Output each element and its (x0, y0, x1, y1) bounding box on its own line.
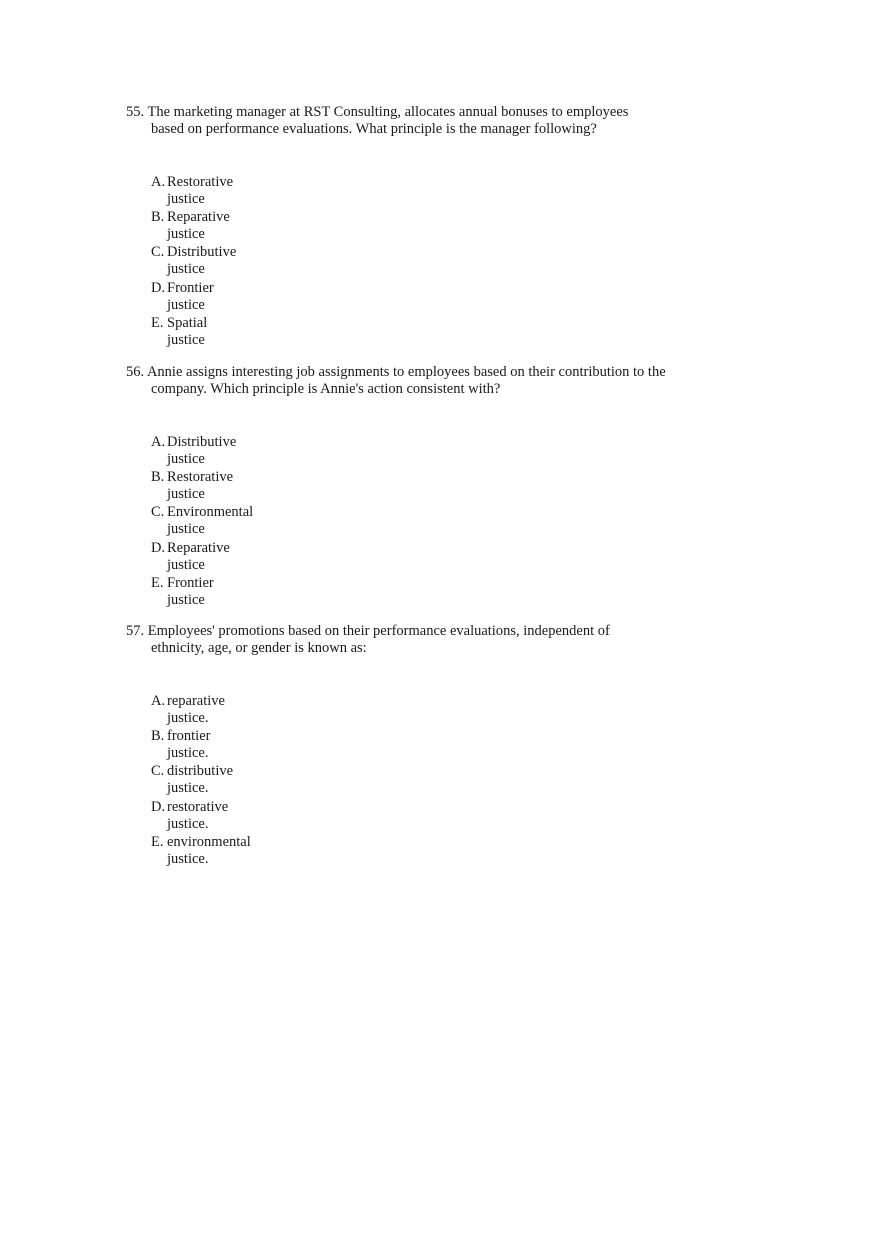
choice-letter: A. (151, 693, 166, 709)
choice-text: environmental justice. (167, 833, 251, 867)
answer-choice-d[interactable] (151, 280, 691, 315)
choice-text: distributive justice. (167, 763, 234, 797)
choice-text: Reparative justice (167, 539, 230, 573)
question-text: Annie assigns interesting job assignments to employees based on their contribution to the company. Which principle is Annie's action consistent with? (146, 364, 666, 397)
choice-text: reparative justice. (167, 693, 225, 726)
answer-choice-a[interactable] (151, 174, 691, 209)
question-stem (126, 623, 637, 657)
answer-choice-c[interactable] (151, 504, 691, 539)
choice-text: Environmental justice (167, 504, 254, 538)
question-57 (126, 623, 666, 869)
choice-letter: A. (151, 174, 166, 190)
choice-letter: D. (151, 798, 166, 815)
answer-choice-d[interactable] (151, 799, 691, 834)
choice-letter: E. (151, 314, 164, 331)
choice-letter: B. (151, 209, 165, 226)
answer-choice-d[interactable] (151, 540, 691, 575)
answer-choice-e[interactable] (151, 834, 691, 869)
question-stem (126, 364, 667, 398)
choice-text: restorative justice. (167, 798, 229, 832)
answer-choice-c[interactable] (151, 244, 691, 279)
choice-letter: C. (151, 763, 165, 780)
choice-letter: C. (151, 504, 165, 521)
choice-letter: E. (151, 574, 164, 591)
choice-text: Frontier justice (167, 574, 214, 608)
answer-choice-e[interactable] (151, 575, 691, 610)
choice-text: Distributive justice (167, 434, 237, 467)
answer-choice-b[interactable] (151, 728, 691, 763)
question-text: The marketing manager at RST Consulting, allocates annual bonuses to employees based on performance evaluations. What principle is the manager following? (147, 104, 629, 137)
choice-letter: B. (151, 728, 165, 745)
answer-choices (151, 174, 691, 350)
answer-choices (151, 434, 691, 610)
question-number: 55. (126, 104, 145, 120)
choice-letter: D. (151, 279, 166, 296)
choice-letter: D. (151, 539, 166, 556)
question-56 (126, 364, 666, 610)
question-stem (126, 104, 651, 138)
choice-text: Restorative justice (167, 469, 234, 503)
answer-choices (151, 693, 691, 869)
question-text: Employees' promotions based on their performance evaluations, independent of ethnicity, age, or gender is known as: (147, 623, 610, 656)
answer-choice-b[interactable] (151, 469, 691, 504)
question-number: 57. (126, 623, 145, 639)
answer-choice-e[interactable] (151, 315, 691, 350)
choice-text: Spatial justice (167, 314, 208, 348)
choice-letter: E. (151, 833, 164, 850)
choice-text: frontier justice. (167, 728, 211, 762)
answer-choice-b[interactable] (151, 209, 691, 244)
choice-letter: C. (151, 244, 165, 261)
choice-text: Distributive justice (167, 244, 237, 278)
answer-choice-c[interactable] (151, 763, 691, 798)
choice-text: Frontier justice (167, 279, 214, 313)
question-55 (126, 104, 666, 350)
choice-letter: B. (151, 469, 165, 486)
choice-text: Restorative justice (167, 174, 234, 207)
answer-choice-a[interactable] (151, 693, 691, 728)
question-number: 56. (126, 364, 145, 380)
choice-text: Reparative justice (167, 209, 230, 243)
answer-choice-a[interactable] (151, 434, 691, 469)
choice-letter: A. (151, 434, 166, 450)
